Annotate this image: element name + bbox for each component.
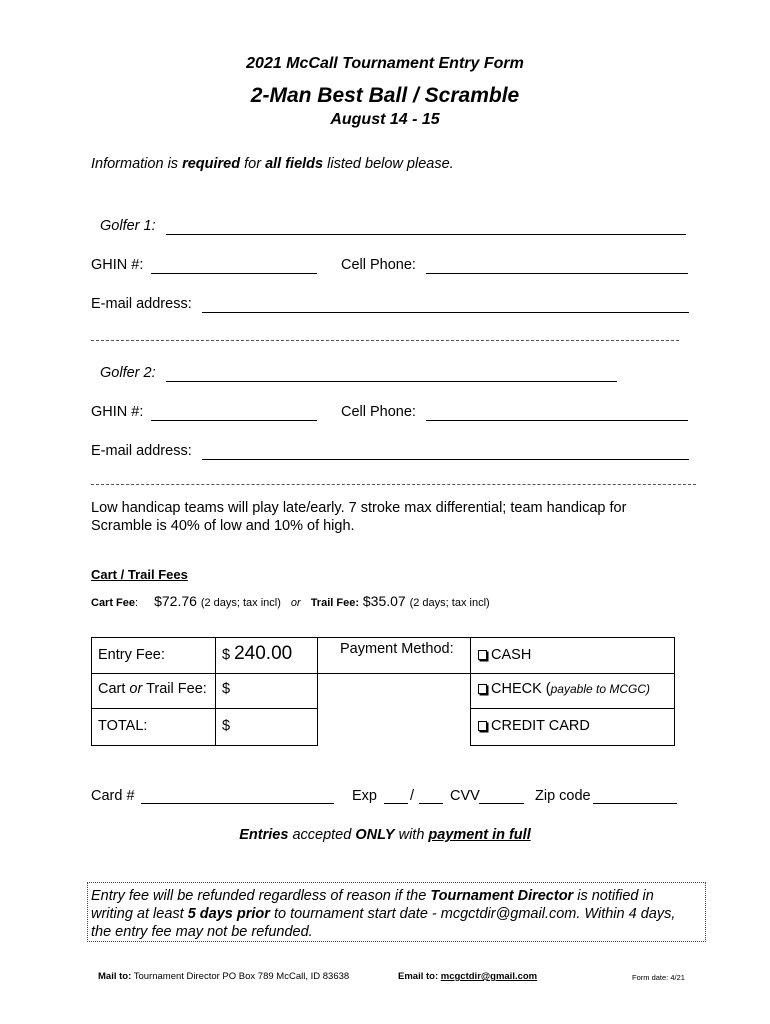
golfer1-email-field[interactable] (202, 312, 689, 313)
card-number-field[interactable] (141, 803, 334, 804)
checkbox-icon[interactable] (478, 650, 487, 660)
handicap-line-2: Scramble is 40% of low and 10% of high. (91, 518, 355, 534)
golfer1-cell-label: Cell Phone: (341, 257, 416, 273)
intro-text: Information is required for all fields listed below please. (91, 156, 454, 172)
refund-policy-box: Entry fee will be refunded regardless of reason if the Tournament Director is notified in writing at least 5 days prior to tournament start date - mcgctdir@gmail.com. Within 4 days, the entry fee may not be refunded. (87, 882, 706, 942)
total-value-cell[interactable] (215, 708, 318, 746)
mail-to: Mail to: Tournament Director PO Box 789 McCall, ID 83638 (98, 971, 350, 982)
check-option[interactable]: CHECK (payable to MCGC) (478, 681, 650, 697)
golfer1-name-field[interactable] (166, 234, 686, 235)
golfer1-ghin-label: GHIN #: (91, 257, 144, 273)
cart-fees-heading: Cart / Trail Fees (91, 567, 188, 582)
cvv-field[interactable] (479, 803, 524, 804)
exp-year-field[interactable] (419, 803, 443, 804)
golfer2-label: Golfer 2: (100, 365, 156, 381)
golfer1-email-label: E-mail address: (91, 296, 192, 312)
golfer1-label: Golfer 1: (100, 218, 156, 234)
zip-field[interactable] (593, 803, 677, 804)
cart-fees-line: Cart Fee: $72.76 (2 days; tax incl) or Trail Fee: $35.07 (2 days; tax incl) (91, 593, 490, 609)
total-label: TOTAL: (98, 718, 148, 734)
cvv-label: CVV (450, 788, 480, 804)
golfer2-ghin-field[interactable] (151, 420, 317, 421)
card-number-label: Card # (91, 788, 135, 804)
separator (91, 484, 696, 485)
event-dates: August 14 - 15 (330, 111, 440, 128)
checkbox-icon[interactable] (478, 721, 487, 731)
entry-fee-value: $ 240.00 (222, 643, 293, 664)
cart-trail-label: Cart or Trail Fee: (98, 681, 207, 697)
exp-month-field[interactable] (384, 803, 408, 804)
separator (91, 340, 679, 341)
cart-trail-currency: $ (222, 681, 231, 697)
form-title: 2021 McCall Tournament Entry Form (246, 55, 524, 72)
golfer2-cell-field[interactable] (426, 420, 688, 421)
credit-card-option[interactable]: CREDIT CARD (478, 718, 590, 734)
exp-label: Exp (352, 788, 377, 804)
handicap-line-1: Low handicap teams will play late/early. 7 stroke max differential; team handicap for (91, 500, 627, 516)
golfer2-email-field[interactable] (202, 459, 689, 460)
cart-trail-value-cell[interactable] (215, 673, 318, 709)
email-link[interactable]: mcgctdir@gmail.com (440, 971, 538, 982)
golfer2-ghin-label: GHIN #: (91, 404, 144, 420)
golfer2-cell-label: Cell Phone: (341, 404, 416, 420)
golfer2-name-field[interactable] (166, 381, 617, 382)
entry-fee-label: Entry Fee: (98, 647, 165, 663)
cash-option[interactable]: CASH (478, 647, 531, 663)
golfer2-email-label: E-mail address: (91, 443, 192, 459)
form-subtitle: 2-Man Best Ball / Scramble (250, 84, 520, 107)
email-to: Email to: mcgctdir@gmail.com (398, 971, 538, 982)
exp-slash: / (410, 788, 415, 804)
golfer1-ghin-field[interactable] (151, 273, 317, 274)
zip-label: Zip code (535, 788, 591, 804)
total-currency: $ (222, 718, 231, 734)
checkbox-icon[interactable] (478, 684, 487, 694)
golfer1-cell-field[interactable] (426, 273, 688, 274)
payment-method-label: Payment Method: (340, 641, 454, 657)
entries-notice: Entries accepted ONLY with payment in full (239, 827, 531, 843)
form-date: Form date: 4/21 (632, 973, 685, 982)
